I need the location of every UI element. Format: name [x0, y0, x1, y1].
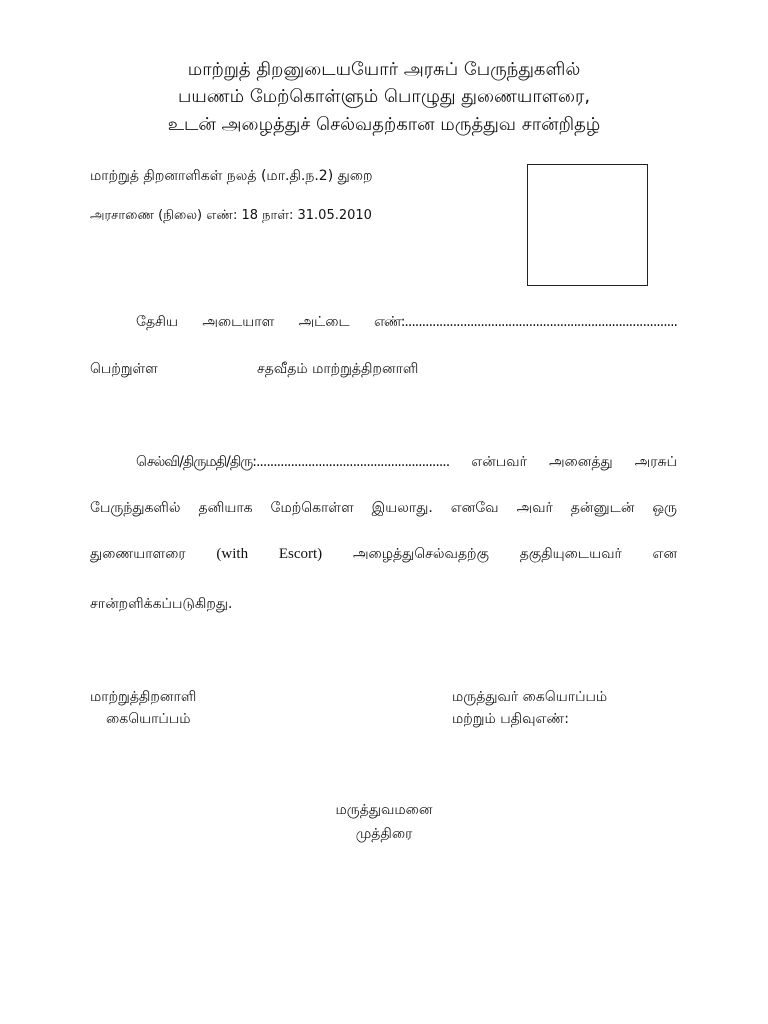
paragraph-word: இயலாது. [371, 500, 433, 516]
paragraph-word: அரசுப் [634, 454, 678, 470]
paragraph-word: அனைத்து [548, 454, 613, 470]
id-word-2: அடையாள [202, 314, 275, 330]
paragraph-word: என்பவர் [471, 454, 527, 470]
paragraph-word: பேருந்துகளில் [90, 500, 181, 516]
paragraph-word: என [652, 546, 678, 562]
paragraph-line-1 [136, 454, 677, 472]
patient-signature-label-2: கையொப்பம் [106, 711, 191, 727]
hospital-seal-label-2: முத்திரை [355, 826, 413, 842]
hospital-seal-label-1: மருத்துவமனை [335, 802, 433, 818]
doctor-signature-label-2: மற்றும் பதிவுஎண்: [452, 711, 569, 727]
title-line-3: உடன் அழைத்துச் செல்வதற்கான மருத்துவ சான்றிதழ் [167, 114, 601, 135]
paragraph-word: அவர் [516, 500, 553, 516]
title-line-1: மாற்றுத் திறனுடையயோர் அரசுப் பேருந்துகளில் [187, 59, 581, 80]
paragraph-word: ஒரு [652, 500, 678, 516]
paragraph-line-3 [90, 546, 677, 564]
paragraph-word: அழைத்துசெல்வதற்கு [352, 546, 489, 562]
patient-signature-label-1: மாற்றுத்திறனாளி [90, 689, 197, 705]
doctor-signature-label-1: மருத்துவர் கையொப்பம் [452, 689, 608, 705]
id-word-1: தேசிய [136, 314, 179, 330]
paragraph-word: துணையாளரை [90, 546, 186, 562]
title-line-2: பயணம் மேற்கொள்ளும் பொழுது துணையாளரை, [177, 86, 591, 107]
photo-placeholder [527, 164, 648, 286]
paragraph-line-2 [90, 500, 677, 518]
percent-label-left: பெற்றுள்ள [90, 361, 158, 377]
id-card-line [136, 314, 677, 332]
paragraph-word: எனவே [450, 500, 499, 516]
paragraph-word: தனியாக [198, 500, 253, 516]
percent-label-right: சதவீதம் மாற்றுத்திறனாளி [257, 361, 419, 377]
paragraph-word: Escort) [278, 546, 323, 562]
paragraph-word: தகுதியுடையவர் [519, 546, 622, 562]
department-name: மாற்றுத் திறனாளிகள் நலத் (மா.தி.ந.2) துறை [90, 168, 373, 184]
name-blank: செல்வி/திருமதி/திரு:........................................................ [136, 454, 450, 470]
paragraph-word: (with [216, 546, 249, 562]
id-number-blank: எண்:............................................................................... [373, 314, 677, 330]
id-word-3: அட்டை [298, 314, 350, 330]
paragraph-word: தன்னுடன் [570, 500, 635, 516]
paragraph-word: மேற்கொள்ள [270, 500, 354, 516]
paragraph-line-4: சான்றளிக்கப்படுகிறது. [90, 596, 233, 612]
government-order: அரசாணை (நிலை) எண்: 18 நாள்: 31.05.2010 [90, 208, 372, 223]
